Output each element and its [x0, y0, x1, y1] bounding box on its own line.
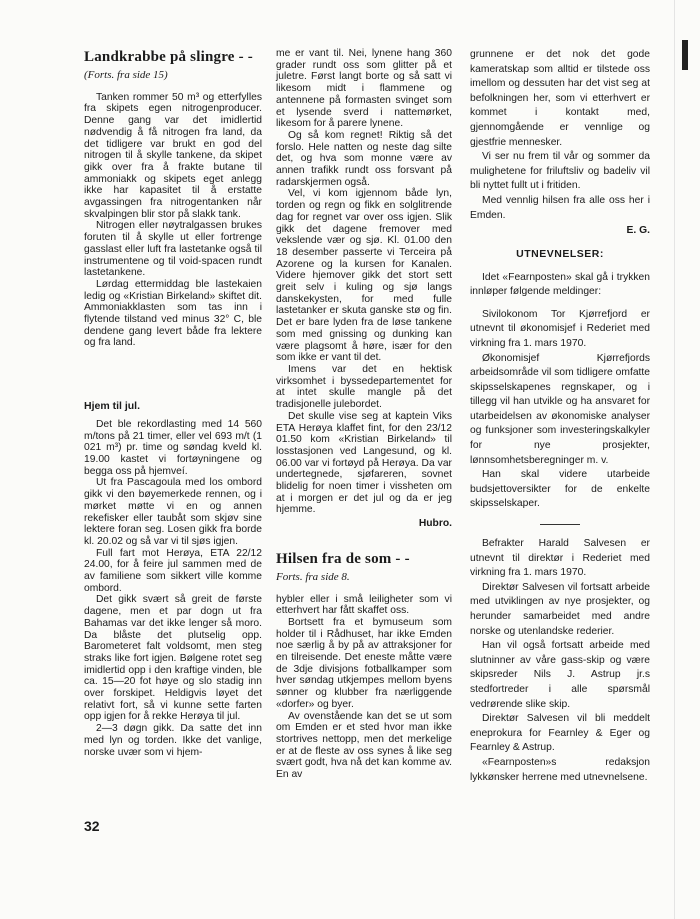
divider — [540, 524, 580, 525]
paragraph: Økonomisjef Kjørrefjords arbeidsområde vil som tidligere omfatte skipsselskapenes regnskaper, og i tillegg vil han utvikle og ha ansvaret for utarbeidelsen av økonomiske analyser og funksjoner som investeringskalkyler for nye prosjekter, lønnsomhetsberegninger m. v. — [470, 352, 650, 466]
paragraph: Det ble rekordlasting med 14 560 m/tons på 21 timer, eller vel 693 m/t (1 021 m³) pr. time og søndag kveld kl. 19.00 kastet vi fortøyningene og begga oss på hjemveí. — [84, 418, 262, 477]
section-heading: UTNEVNELSER: — [516, 247, 604, 260]
paragraph: Befrakter Harald Salvesen er utnevnt til direktør i Rederiet med virkning fra 1. mars 1970. — [470, 538, 650, 579]
paragraph: Og så kom regnet! Riktig så det forslo. Hele natten og neste dag silte det, og hva som monne være av annen trafikk rundt oss forsvant på radarskjermen også. — [276, 129, 452, 188]
paragraph: hybler eller i små leiligheter som vi etterhvert har fått skaffet oss. — [276, 593, 452, 617]
section-heading: Hjem til jul. — [84, 400, 141, 413]
paragraph: Direktør Salvesen vil fortsatt arbeide med utviklingen av nye prosjekter, og herunder samarbeidet med andre norske og utenlandske rederier. — [470, 581, 650, 637]
paragraph: Av ovenstående kan det se ut som om Emden er et sted hvor man ikke stortrives nettopp, men det merkelige er at de fleste av oss synes å like seg svært godt, hva nå det kan komme av. En av — [276, 710, 452, 781]
article-title: Landkrabbe på slingre - - — [84, 49, 253, 65]
paragraph: 2—3 døgn gikk. Da satte det inn med lyn og torden. Ikke det vanlige, norske uvær som vi hjem- — [84, 723, 262, 758]
column-1 — [84, 48, 262, 758]
paragraph: Idet «Fearnposten» skal gå i trykken innløper følgende meldinger: — [470, 271, 650, 298]
signature: Hubro. — [418, 518, 452, 530]
paragraph: Direktør Salvesen vil bli meddelt eneprokura for Fearnley & Eger og Fearnley & Astrup. — [470, 713, 650, 754]
article-title: Hilsen fra de som - - — [276, 550, 410, 567]
article-continuation: Forts. fra side 8. — [276, 570, 350, 583]
paragraph: Full fart mot Herøya, ETA 22/12 24.00, for å feire jul sammen med de av familiene som sikkert ville komme ombord. — [84, 547, 262, 594]
paragraph: Tanken rommer 50 m³ og etterfylles fra skipets egen nitrogenproducer. Denne gang var det imidlertid nødvendig å få nitrogen fra land, da det tidligere var brukt en god del nitrogen til å skylle tankene, da skipet gikk over fra å frakte butane til ammoniakk og skipets eget anlegg ikke har kapasitet til å erstatte avgassingen fra nitrogentanken når skvalpingen blir stor på slakk tank. — [84, 91, 262, 220]
paragraph: Han skal videre utarbeide budsjettoversikter for de enkelte skipsselskaper. — [470, 469, 650, 510]
paragraph: Han vil også fortsatt arbeide med slutninner av våre gass-skip og være skipsreder Nils J. Astrup jr.s stedfortreder i alle spørsmål vedrørende slike skip. — [470, 640, 650, 710]
paragraph: Lørdag ettermiddag ble lastekaien ledig og «Kristian Birkeland» skiftet dit. Ammoniakklasten som tas inn i flytende tilstand ved minus 32° C, ble dendene gang levert både fra lektere og fra land. — [84, 278, 262, 349]
binding-mark — [682, 40, 688, 70]
paragraph: Det gikk svært så greit de første dagene, men et par dogn ut fra Bahamas var det ikke lenger så moro. Da blåste det plutselig opp. Barometeret falt voldsomt, men steg straks like fort igjen. Bølgene rotet seg imidlertid opp i den kraftige vinden, ble ca. 15—20 fot høye og slo stadig inn over forskipet. Heldigvis løyet det relativt fort, så vi kunne sette farten opp igjen for å rekke Herøya til jul. — [84, 594, 262, 723]
scan-edge-line — [674, 0, 675, 919]
paragraph: me er vant til. Nei, lynene hang 360 grader rundt oss som glitter på et juletre. Først langt borte og så satt vi likesom midt i flammene og antennene på formasten svinget som et lysende sverd i nattemørket, likesom for å parere lynene. — [276, 48, 452, 130]
paragraph: Ut fra Pascagoula med los ombord gikk vi den bøyemerkede rennen, og i mørket møtte vi en og annen rekefisker eller taubåt som skjøv sine lektere foran seg. Losen gikk fra borde kl. 20.02 og så var vi til sjøs igjen. — [84, 477, 262, 547]
paragraph: Det skulle vise seg at kaptein Viks ETA Herøya klaffet fint, for den 23/12 01.50 kom «Kristian Birkeland» til losstasjonen ved Langesund, og kl. 06.00 var vi fortøyd på Herøya. Da var undertegnede, sjøfareren, sovnet blidelig for noen timer i vissheten om at i morgen er det jul og da er jeg hjemme. — [276, 410, 452, 516]
paragraph: Bortsett fra et bymuseum som holder til i Rådhuset, har ikke Emden noe særlig å by på av attraksjoner for en tilreisende. Det eneste måtte være de 3dje divisjons fotballkamper som hver søndag utkjempes mellom byens sønner og klubber fra nærliggende «dorfer» og byer. — [276, 616, 452, 710]
column-3 — [470, 48, 650, 785]
paragraph: Sivilokonom Tor Kjørrefjord er utnevnt til økonomisjef i Rederiet med virkning fra 1. mars 1970. — [470, 308, 650, 349]
paragraph: Vel, vi kom igjennom både lyn, torden og regn og fikk en solglitrende dag for regnet var over oss igjen. Slik gikk det dagene fremover med vekslende vær og sjø. Kl. 01.00 den 18 desember passerte vi Terceira på Azorene og la kursen for Kanalen. Videre hjemover gikk det stort sett greit selv i kuling og sjø langs danskekysten, for med fulle lastetanker er skuta ganske stø og fin. Det er bare lyden fra de løse tankene som med gnissing og dunking kan være plagsomt å høre, især for den som ikke er vant til det. — [276, 188, 452, 364]
paragraph: grunnene er det nok det gode kameratskap som alltid er tilstede oss imellom og dessuten har det vist seg at befolkningen her, som vi etterhvert er kommet i kontakt med, gjennomgående er vennlige og gjestfrie mennesker. — [470, 49, 650, 148]
column-2 — [276, 48, 452, 781]
signature: E. G. — [626, 225, 650, 237]
paragraph: «Fearnposten»s redaksjon lykkønsker herrene med utnevnelsene. — [470, 756, 650, 783]
article-continuation: (Forts. fra side 15) — [84, 69, 168, 81]
paragraph: Vi ser nu frem til vår og sommer da mulighetene for friluftsliv og badeliv vil bli nyttet fullt ut i fritiden. — [470, 151, 650, 192]
page-number: 32 — [84, 818, 100, 834]
paragraph: Imens var det en hektisk virksomhet i byssedepartementet for at intet skulle mangle på det tradisjonelle julebordet. — [276, 363, 452, 411]
paragraph: Med vennlig hilsen fra alle oss her i Emden. — [470, 194, 650, 221]
paragraph: Nitrogen eller nøytralgassen brukes foruten til å skylle ut eller fortrenge gasslast eller luft fra lastetanke også til instrumentene og til void-spacen rundt lastetankene. — [84, 220, 262, 279]
